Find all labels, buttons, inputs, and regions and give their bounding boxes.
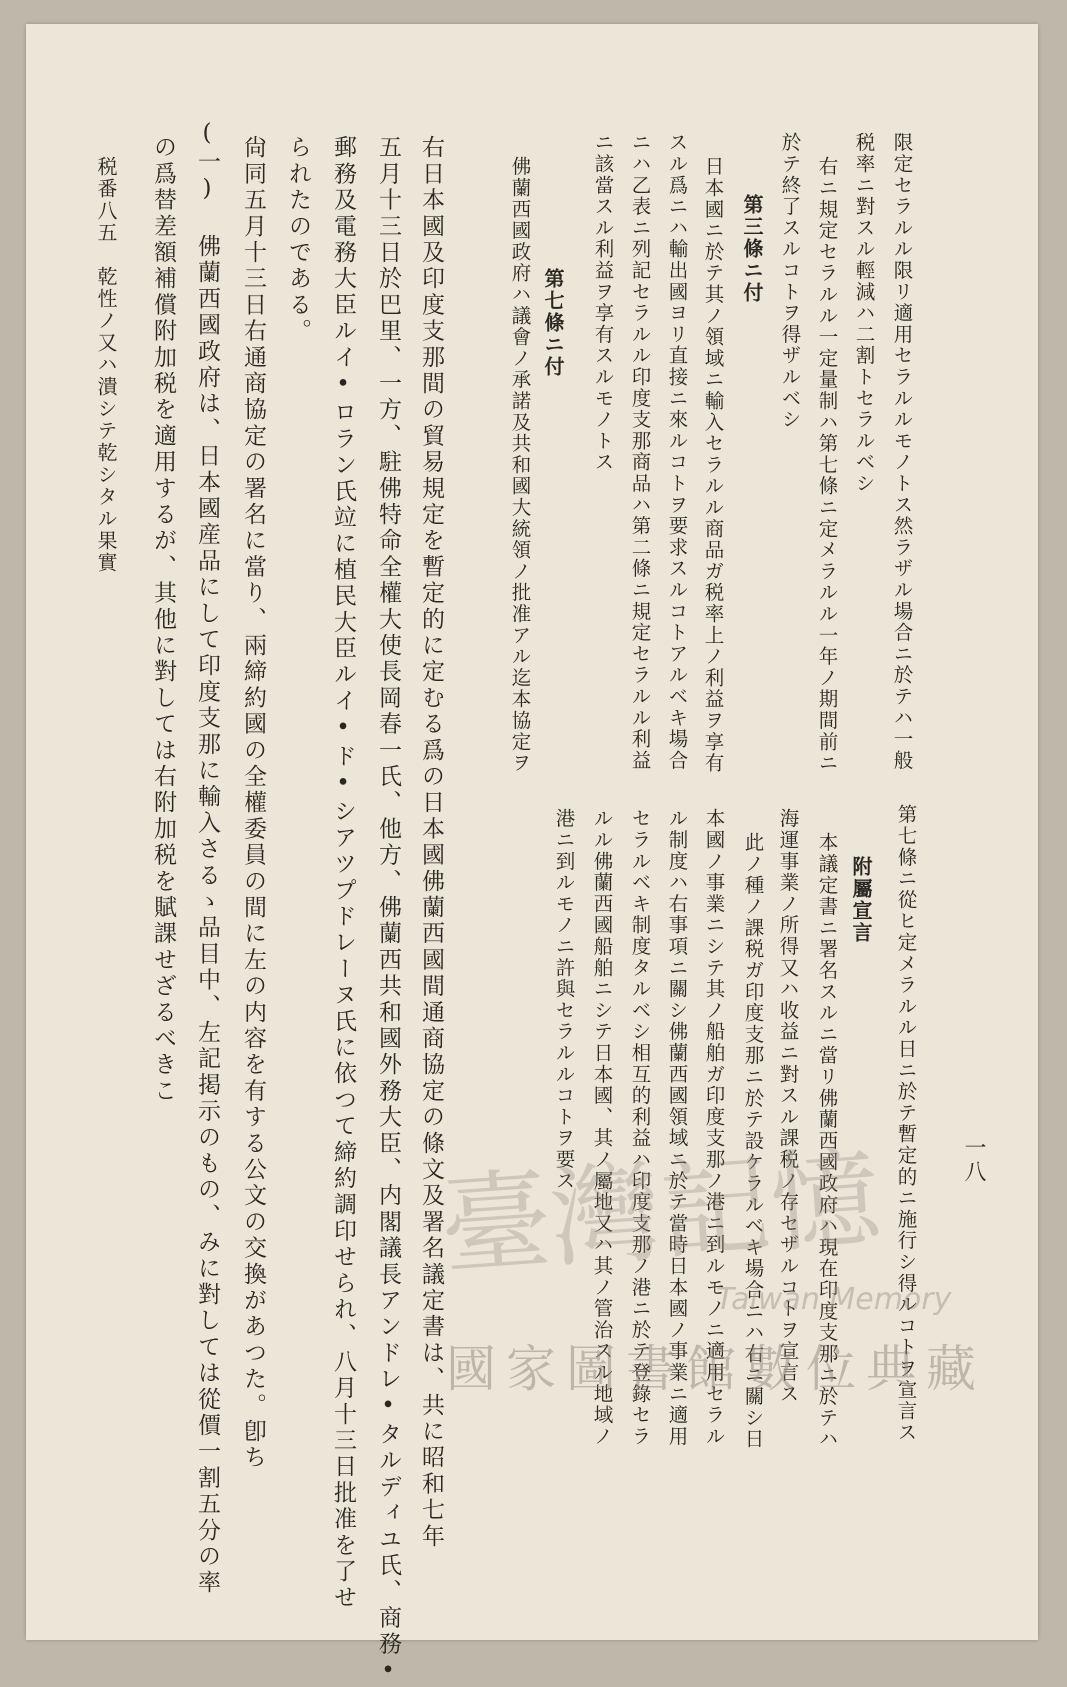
text-column: 本國ノ事業ニシテ其ノ船舶ガ印度支那ノ港ニ到ルモノニ適用セラル	[702, 808, 726, 1447]
text-column: スル爲ニハ輸出國ヨリ直接ニ來ルコトヲ要求スルコトアルベキ場合	[665, 132, 689, 771]
text-column: ル制度ハ右事項ニ關シ佛蘭西國領域ニ於テ當時日本國ノ事業ニ適用	[665, 808, 689, 1447]
watermark-chinese: 國家圖書館數位典藏	[446, 1340, 986, 1398]
section-heading: 第三條ニ付	[740, 194, 764, 304]
text-column: 尙同五月十三日右通商協定の署名に當り、兩締約國の全權委員の間に左の内容を有する公文の交換があつた。卽ち	[240, 135, 266, 1472]
text-column: 港ニ到ルモノニ許與セラルルコトヲ要ス	[552, 808, 576, 1192]
text-column: 此ノ種ノ課税ガ印度支那ニ於テ設ケラルベキ場合ニハ右ニ關シ日	[741, 832, 765, 1450]
text-column: 郵務及電務大臣ルイ•ロラン氏竝に植民大臣ルイ•ド•シアツプドレーヌ氏に依つて締約調印せられ、八月十三日批准を了せ	[330, 135, 356, 1612]
text-column: セラルベキ制度タルベシ相互的利益ハ印度支那ノ港ニ於テ登錄セラ	[628, 808, 652, 1447]
section-heading: 第七條ニ付	[541, 268, 565, 378]
text-column: 税番八五 乾性ノ又ハ潰シテ乾シタル果實	[94, 156, 118, 574]
text-column: 第七條ニ從ヒ定メラルル日ニ於テ暫定的ニ施行シ得ルコトヲ宣言ス	[894, 804, 918, 1443]
document-page	[26, 24, 1038, 1687]
text-column: 右ニ規定セラルル一定量制ハ第七條ニ定メラルル一年ノ期間前ニ	[815, 156, 839, 774]
section-heading: 附屬宣言	[849, 856, 873, 944]
text-column: 本議定書ニ署名スルニ當リ佛蘭西國政府ハ現在印度支那ニ於テハ	[815, 832, 839, 1450]
text-column: 限定セラルル限リ適用セラルルモノトス然ラザル場合ニ於テハ一般	[890, 132, 914, 771]
text-column: られたのである。	[285, 135, 311, 345]
text-column: ニハ乙表ニ列記セラルル印度支那商品ハ第二條ニ規定セラルル利益	[628, 132, 652, 771]
text-column: 右日本國及印度支那間の貿易規定を暫定的に定むる爲の日本國佛蘭西國間通商協定の條文及署名議定書は、共に昭和七年	[418, 135, 444, 1550]
text-column: の爲替差額補償附加税を適用するが、其他に對しては右附加税を賦課せざるべきこ	[150, 135, 176, 1105]
text-column: (一) 佛蘭西國政府は、日本國産品にして印度支那に輸入さるゝ品目中、左記掲示のもの、みに對しては從價一割五分の率	[194, 120, 220, 1597]
text-column: 日本國ニ於テ其ノ領域ニ輸入セラルル商品ガ税率上ノ利益ヲ享有	[701, 156, 725, 774]
watermark-english: Taiwan Memory	[716, 1282, 952, 1317]
text-column: 五月十三日於巴里、一方、駐佛特命全權大使長岡春一氏、他方、佛蘭西共和國外務大臣、内閣議長アンドレ•タルディユ氏、商務•	[375, 135, 401, 1687]
text-column: 海運事業ノ所得又ハ收益ニ對スル課税ノ存セザルコトヲ宣言ス	[776, 808, 800, 1405]
text-column: 佛蘭西國政府ハ議會ノ承諾及共和國大統領ノ批准アル迄本協定ヲ	[508, 156, 532, 774]
text-column: 税率ニ對スル輕減ハ二割トセラルベシ	[852, 132, 876, 495]
watermark-brush-logo: 臺灣記憶	[436, 1132, 885, 1292]
text-column: ルル佛蘭西國船舶ニシテ日本國、其ノ屬地又ハ其ノ管治スル地域ノ	[590, 808, 614, 1447]
text-column: 於テ終了スルコトヲ得ザルベシ	[778, 132, 802, 431]
text-column: ニ該當スル利益ヲ享有スルモノトス	[591, 132, 615, 473]
page-number: 一八	[961, 1136, 986, 1184]
